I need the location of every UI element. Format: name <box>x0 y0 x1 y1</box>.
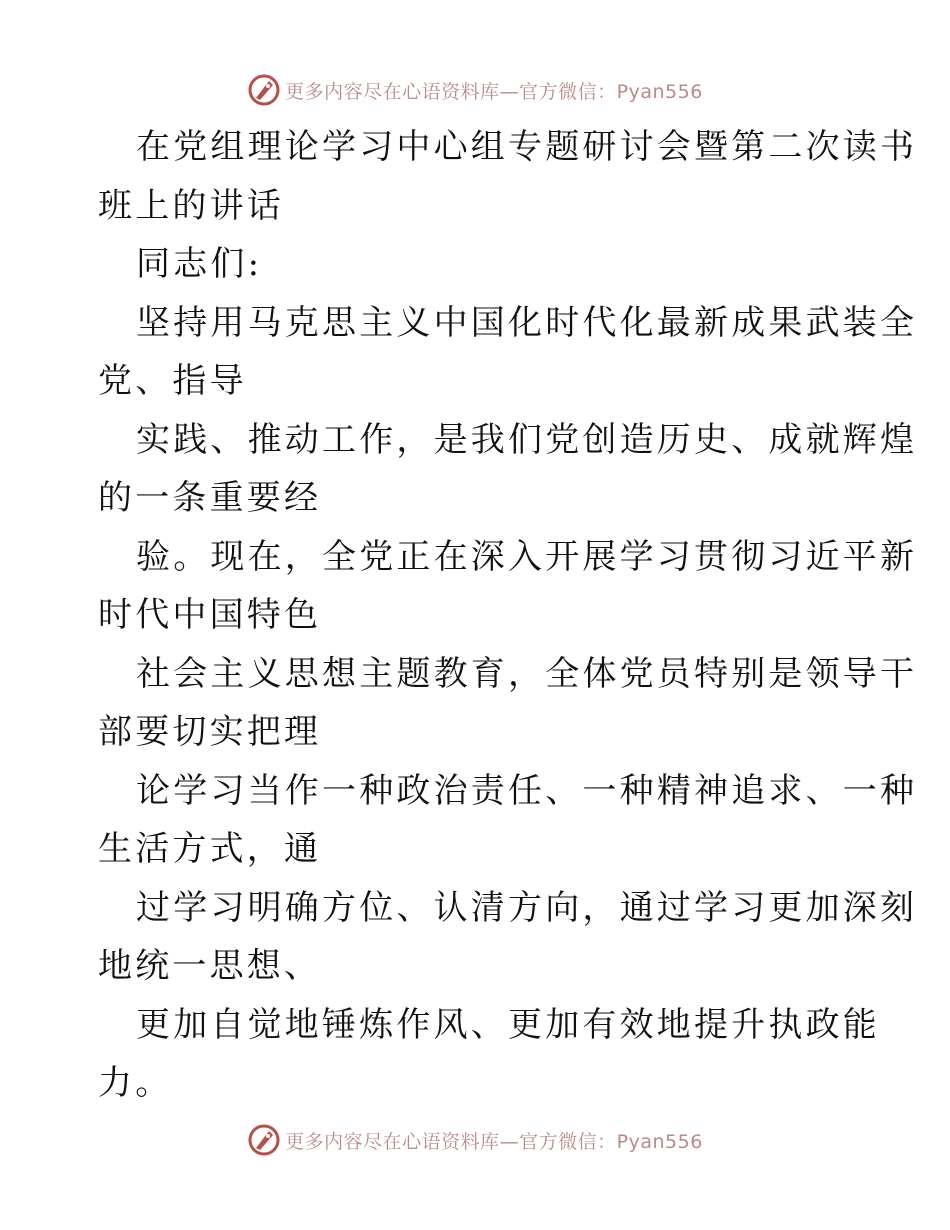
body-line: 力。 <box>98 1063 173 1103</box>
body-line: 社会主义思想主题教育，全体党员特别是领导干 <box>136 653 918 694</box>
footer-banner-text: 更多内容尽在心语资料库—官方微信：Pyan556 <box>285 1130 703 1153</box>
title-line-1: 在党组理论学习中心组专题研讨会暨第二次读书 <box>136 127 918 167</box>
body-line: 验。现在，全党正在深入开展学习贯彻习近平新 <box>136 536 918 577</box>
body-line: 的一条重要经 <box>98 478 322 518</box>
title-line-2: 班上的讲话 <box>98 185 284 226</box>
document-body <box>98 118 918 1113</box>
body-line: 地统一思想、 <box>98 946 322 986</box>
body-line: 生活方式，通 <box>98 829 322 869</box>
body-line: 党、指导 <box>98 361 247 401</box>
body-line: 部要切实把理 <box>98 712 322 752</box>
body-line: 论学习当作一种政治责任、一种精神追求、一种 <box>136 770 918 811</box>
footer-banner <box>0 1120 950 1160</box>
body-line: 过学习明确方位、认清方向，通过学习更加深刻 <box>136 887 918 928</box>
salutation: 同志们: <box>136 244 263 284</box>
body-line: 更加自觉地锤炼作风、更加有效地提升执政能 <box>136 1004 880 1045</box>
body-line: 时代中国特色 <box>98 595 322 635</box>
header-banner <box>0 70 950 110</box>
body-line: 实践、推动工作，是我们党创造历史、成就辉煌 <box>136 419 918 460</box>
pen-nib-logo-icon <box>247 73 281 107</box>
pen-nib-logo-icon <box>247 1123 281 1157</box>
header-banner-text: 更多内容尽在心语资料库—官方微信：Pyan556 <box>285 80 703 103</box>
body-line: 坚持用马克思主义中国化时代化最新成果武装全 <box>136 302 918 343</box>
